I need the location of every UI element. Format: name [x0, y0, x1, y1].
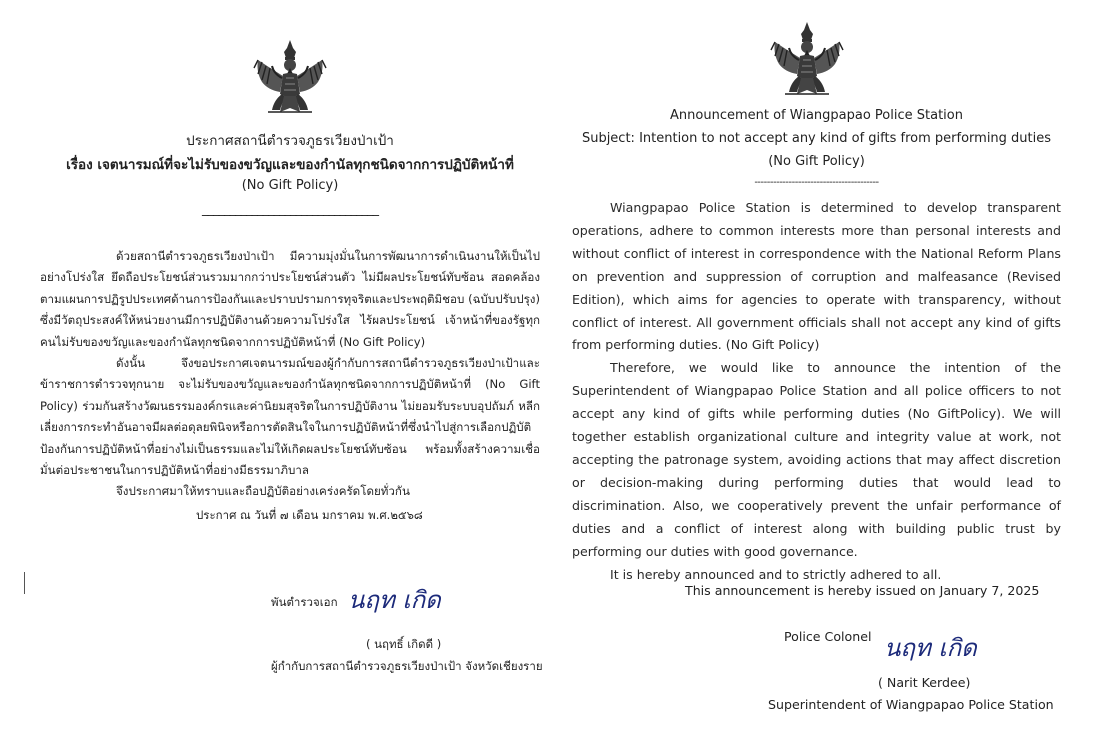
english-rank: Police Colonel: [784, 629, 872, 644]
thai-signature: นฤท เกิด: [348, 586, 441, 614]
english-date: This announcement is hereby issued on January 7, 2025: [685, 583, 1040, 598]
thai-rank: พันตำรวจเอก: [271, 595, 338, 609]
thai-signer-position: ผู้กำกับการสถานีตำรวจภูธรเวียงป่าเป้า จังหวัดเชียงราย: [271, 659, 543, 673]
thai-divider: ________________________________: [202, 202, 378, 217]
garuda-emblem-icon: [250, 38, 330, 118]
thai-paragraph-2: ดังนั้น จึงขอประกาศเจตนารมณ์ของผู้กำกับการสถานีตำรวจภูธรเวียงป่าเป้าและข้าราชการตำรวจทุกนาย จะไม่รับของขวัญและของกำนัลทุกชนิดจากการปฏิบัติหน้าที่ (No Gift Policy) ร่วมกันสร้างวัฒนธรรมองค์กรและค่านิยมสุจริตในการปฏิบัติงาน ไม่ยอมรับระบบอุปถัมภ์ หลีกเลี่ยงการกระทำอันอาจมีผลต่อดุลยพินิจหรือการตัดสินใจในการปฏิบัติหน้าที่ซึ่งนำไปสู่การเลือกปฏิบัติ ป้องกันการปฏิบัติหน้าที่อย่างไม่เป็นธรรมและไม่ให้เกิดผลประโยชน์ทับซ้อน พร้อมทั้งสร้างความเชื่อมั่นต่อประชาชนในการปฏิบัติหน้าที่อย่างมีธรรมาภิบาล: [40, 356, 540, 478]
english-signature: นฤท เกิด: [884, 634, 977, 662]
thai-policy-label: (No Gift Policy): [241, 178, 339, 193]
thai-paragraph-1: ด้วยสถานีตำรวจภูธรเวียงป่าเป้า มีความมุ่งมั่นในการพัฒนาการดำเนินงานให้เป็นไปอย่างโปร่งใส ยึดถือประโยชน์ส่วนรวมมากกว่าประโยชน์ส่วนตัว ไม่มีผลประโยชน์ทับซ้อน สอดคล้องตามแผนการปฏิรูปประเทศด้านการป้องกันและปราบปรามการทุจริตและประพฤติมิชอบ (ฉบับปรับปรุง) ซึ่งมีวัตถุประสงค์ให้หน่วยงานมีการปฏิบัติงานด้วยความโปร่งใส ไร้ผลประโยชน์ เจ้าหน้าที่ของรัฐทุกคนไม่รับของขวัญและของกำนัลทุกชนิดจากการปฏิบัติหน้าที่ (No Gift Policy): [40, 249, 540, 349]
thai-subject: เรื่อง เจตนารมณ์ที่จะไม่รับของขวัญและของกำนัลทุกชนิดจากการปฏิบัติหน้าที่: [66, 157, 514, 173]
english-subject: Subject: Intention to not accept any kind of gifts from performing duties: [581, 131, 1052, 146]
english-paragraph-2: Therefore, we would like to announce the intention of the Superintendent of Wiangpapao Police Station and all police officers to not accept any kind of gifts while performing duties (No GiftPolicy). We will together establish organizational culture and integrity value at work, not accepting the patronage system, avoiding actions that may affect discretion or decision-making during performing duties that would lead to discrimination. Also, we cooperatively prevent the unfair performance of duties and a conflict of interest along with building public trust by performing our duties with good governance.: [572, 360, 1061, 559]
margin-mark: [24, 572, 25, 594]
thai-header-title: ประกาศสถานีตำรวจภูธรเวียงป่าเป้า: [186, 133, 394, 149]
english-header-title: Announcement of Wiangpapao Police Station: [670, 108, 963, 123]
english-divider: ----------------------------------------: [754, 177, 879, 188]
english-body: [572, 197, 1061, 586]
thai-signer-name: ( นฤทธิ์ เกิดดี ): [366, 637, 442, 651]
garuda-emblem-icon: [767, 20, 847, 100]
english-policy-label: (No Gift Policy): [768, 154, 865, 169]
english-signer-name: ( Narit Kerdee): [878, 675, 971, 690]
thai-date: ประกาศ ณ วันที่ ๗ เดือน มกราคม พ.ศ.๒๕๖๘: [196, 508, 423, 522]
thai-body: [40, 246, 540, 503]
english-paragraph-1: Wiangpapao Police Station is determined to develop transparent operations, adhere to common interests more than personal interests and without conflict of interest in correspondence with the National Reform Plans on prevention and suppression of corruption and malfeasance (Revised Edition), which aims for agencies to operate with transparency, without conflict of interest. All government officials shall not accept any kind of gifts from performing duties. (No Gift Policy): [572, 200, 1061, 353]
english-signer-position: Superintendent of Wiangpapao Police Station: [768, 697, 1054, 712]
english-paragraph-3: It is hereby announced and to strictly adhered to all.: [610, 566, 942, 582]
thai-paragraph-3: จึงประกาศมาให้ทราบและถือปฏิบัติอย่างเคร่งครัดโดยทั่วกัน: [116, 484, 410, 499]
